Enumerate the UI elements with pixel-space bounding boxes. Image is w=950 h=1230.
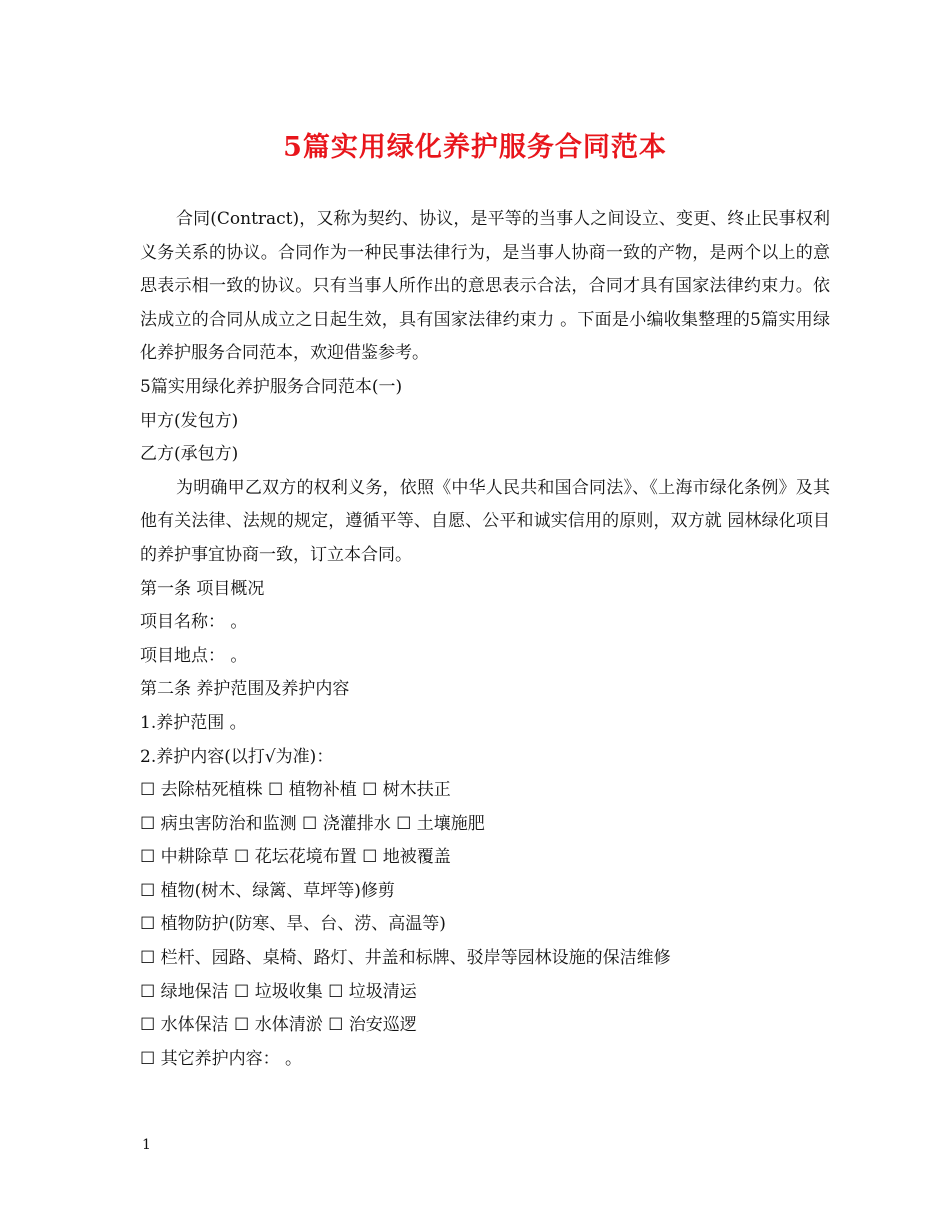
checklist-row: ☐ 水体保洁 ☐ 水体清淤 ☐ 治安巡逻	[140, 1015, 417, 1036]
checklist-row: ☐ 中耕除草 ☐ 花坛花境布置 ☐ 地被覆盖	[140, 847, 451, 868]
document-title: 5篇实用绿化养护服务合同范本	[283, 132, 667, 163]
project-name: 项目名称： 。	[140, 612, 248, 633]
checklist-row: ☐ 栏杆、园路、桌椅、路灯、井盖和标牌、驳岸等园林设施的保洁维修	[140, 948, 671, 969]
maintenance-scope: 1.养护范围 。	[140, 712, 247, 733]
checklist-row: ☐ 植物防护(防寒、旱、台、涝、高温等)	[140, 914, 446, 935]
purpose-paragraph: 为明确甲乙双方的权利义务，依照《中华人民共和国合同法》、《上海市绿化条例》及其他有关法律、法规的规定，遵循平等、自愿、公平和诚实信用的原则，双方就 园林绿化项目的养护事宜协商一致，订立本合同。	[140, 477, 830, 565]
checklist-row: ☐ 其它养护内容： 。	[140, 1048, 303, 1069]
article-1-heading: 第一条 项目概况	[140, 578, 265, 599]
checklist-row: ☐ 植物(树木、绿篱、草坪等)修剪	[140, 880, 395, 901]
article-2-heading: 第二条 养护范围及养护内容	[140, 679, 350, 700]
intro-paragraph: 合同(Contract)，又称为契约、协议，是平等的当事人之间设立、变更、终止民事权利义务关系的协议。合同作为一种民事法律行为，是当事人协商一致的产物，是两个以上的意思表示相一致的协议。只有当事人所作出的意思表示合法，合同才具有国家法律约束力。依法成立的合同从成立之日起生效，具有国家法律约束力 。下面是小编收集整理的5篇实用绿化养护服务合同范本，欢迎借鉴参考。	[140, 209, 830, 364]
section-title: 5篇实用绿化养护服务合同范本(一)	[140, 376, 403, 397]
page-number: 1	[142, 1137, 151, 1153]
maintenance-content-header: 2.养护内容(以打√为准)：	[140, 746, 334, 767]
project-location: 项目地点： 。	[140, 645, 248, 666]
party-a: 甲方(发包方)	[140, 410, 239, 431]
checklist-row: ☐ 病虫害防治和监测 ☐ 浇灌排水 ☐ 土壤施肥	[140, 813, 485, 834]
document-body	[140, 203, 830, 1076]
party-b: 乙方(承包方)	[140, 444, 239, 465]
checklist-row: ☐ 绿地保洁 ☐ 垃圾收集 ☐ 垃圾清运	[140, 981, 417, 1002]
checklist-row: ☐ 去除枯死植株 ☐ 植物补植 ☐ 树木扶正	[140, 780, 451, 801]
